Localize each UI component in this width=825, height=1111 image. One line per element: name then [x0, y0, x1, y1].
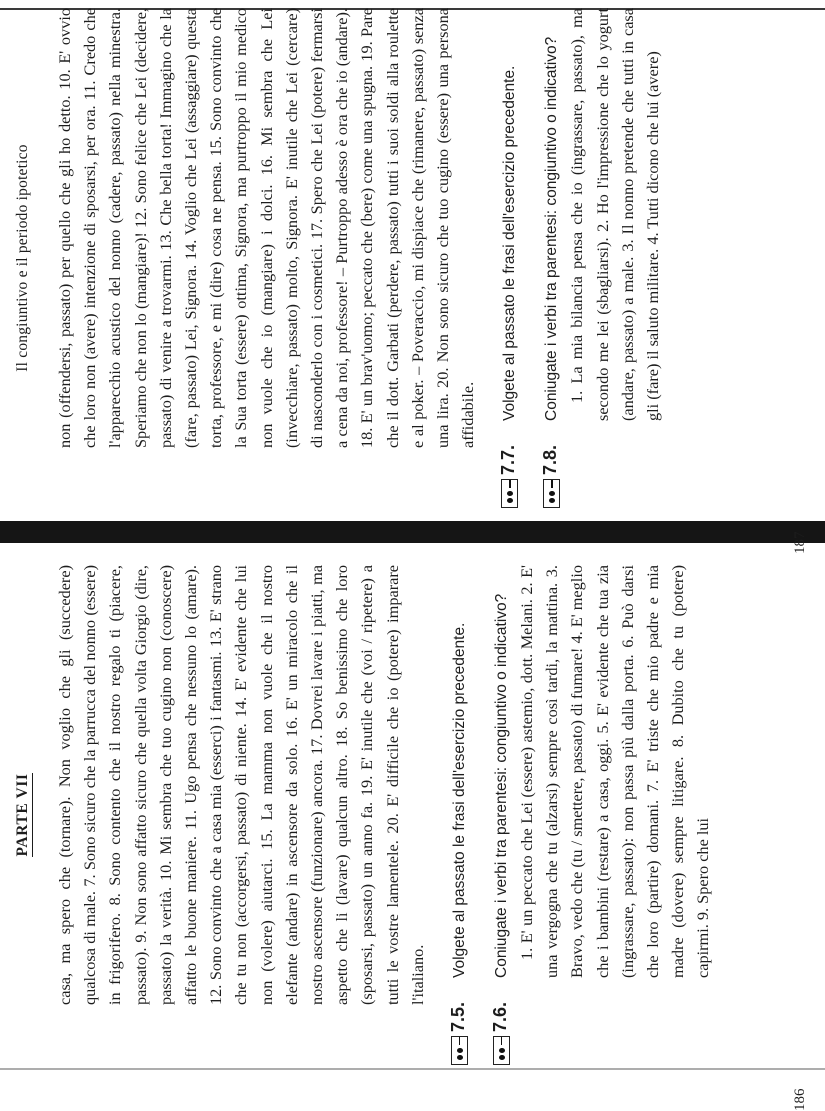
exercise-sentences: 1. La mia bilancia pensa che io (ingrassare, passato), ma secondo me lei (sbagliarsi). 2. Ho l'impressione che lo yogurt (andare, passato) a male. 3. Il nonno pretende che tutti in casa gli (fare) il saluto militare. 4. Tutti dicono che lui (avere): [564, 8, 665, 421]
page-number: 186: [792, 1089, 809, 1111]
exercise-heading: [446, 565, 472, 1005]
continued-paragraph: casa, ma spero che (tornare). Non voglio che gli (succedere) qualcosa di male. 7. Sono sicuro che la parrucca del nonno (essere) in frigorifero. 8. Sono contento che il nostro regalo ti (piacere, passato). 9. Non sono affatto sicuro che quella volta Giorgio (dire, passato) la verità. 10. Mi sembra che tuo cugino non (conoscere) affatto le buone maniere. 11. Ugo pensa che nessuno lo (amare). 12. Sono convinto che a casa mia (esserci) i fantasmi. 13. E' strano che tu non (accorgersi, passato) di niente. 14. E' evidente che lui non (volere) aiutarci. 15. La mamma non vuole che il nostro elefante (andare) in ascensore da solo. 16. E' un miracolo che il nostro ascensore (funzionare) ancora. 17. Dovrei lavare i piatti, ma aspetto che li (lavare) qualcun altro. 18. So benissimo che loro (sposarsi, passato) un anno fa. 19. E' inutile che (voi / ripetere) a tutti le vostre lamentele. 20. E' difficile che io (potere) imparare l'italiano.: [52, 565, 430, 1005]
exercise-sentences: 1. E' un peccato che Lei (essere) astemio, dott. Melani. 2. E' una vergogna che tu (alzarsi) sempre così tardi, la mattina. 3. Bravo, vedo che (tu / smettere, passato) di fumare! 4. E' meglio che i bambini (restare) a casa, oggi. 5. E' evidente che tua zia (ingrassare, passato): non passa più dalla porta. 6. Può darsi che loro (partire) domani. 7. E' triste che mio padre e mia madre (dovere) sempre litigare. 8. Dubito che tu (potere) capirmi. 9. Spero che lui: [514, 565, 716, 978]
book-spine-shadow: [0, 521, 825, 543]
exercise-number: 7.6.: [488, 978, 513, 1005]
right-page-text: [52, 8, 807, 448]
exercise-instruction: Volgete al passato le frasi dell'esercizio precedente.: [501, 66, 518, 421]
audio-cassette-icon: [451, 1036, 468, 1065]
continued-paragraph: non (offendersi, passato) per quello che gli ho detto. 10. E' ovvio che loro non (avere) intenzione di sposarsi, per ora. 11. Credo che l'apparecchio acustico del nonno (cadere, passato) nella minestra. Speriamo che non lo (mangiare)! 12. Sono felice che Lei (decidere, passato) di venire a trovarmi. 13. Che bella torta! Immagino che la (fare, passato) Lei, Signora. 14. Voglio che Lei (assaggiare) questa torta, professore, e mi (dire) cosa ne pensa. 15. Sono convinto che la Sua torta (essere) ottima, Signora, ma purtroppo il mio medico non vuole che io (mangiare) i dolci. 16. Mi sembra che Lei (invecchiare, passato) molto, Signora. E' inutile che Lei (cercare) di nasconderlo con i cosmetici. 17. Spero che Lei (potere) fermarsi a cena da noi, professore! – Purtroppo adesso è ora che io (andare). 18. E' un brav'uomo; peccato che (bere) come una spugna. 19. Pare che il dott. Garbati (perdere, passato) tutti i suoi soldi alla roulette e al poker. – Poveraccio, mi dispiace che (rimanere, passato) senza una lira. 20. Non sono sicuro che tuo cugino (essere) una persona affidabile.: [52, 8, 480, 448]
exercise-heading: [488, 565, 514, 1005]
audio-cassette-icon: [501, 479, 518, 508]
left-page: [10, 555, 815, 1075]
exercise-7-8: [538, 8, 665, 448]
exercise-instruction: Coniugate i verbi tra parentesi: congiuntivo o indicativo?: [493, 594, 510, 978]
audio-cassette-icon: [543, 479, 560, 508]
exercise-instruction: Coniugate i verbi tra parentesi: congiuntivo o indicativo?: [543, 37, 560, 421]
right-page: [10, 0, 815, 518]
exercise-7-7: [496, 8, 522, 448]
page-number: 187: [792, 532, 809, 555]
exercise-heading: [538, 8, 564, 448]
running-head-right: Il congiuntivo e il periodo ipotetico: [14, 0, 32, 518]
exercise-7-5: [446, 565, 472, 1005]
left-page-text: [52, 565, 807, 1005]
exercise-instruction: Volgete al passato le frasi dell'esercizio precedente.: [451, 623, 468, 978]
exercise-number: 7.7.: [496, 421, 521, 448]
exercise-heading: [496, 8, 522, 448]
exercise-7-6: [488, 565, 716, 1005]
exercise-number: 7.5.: [446, 978, 471, 1005]
running-head-left: PARTE VII: [14, 555, 32, 1075]
audio-cassette-icon: [493, 1036, 510, 1065]
exercise-number: 7.8.: [538, 421, 563, 448]
